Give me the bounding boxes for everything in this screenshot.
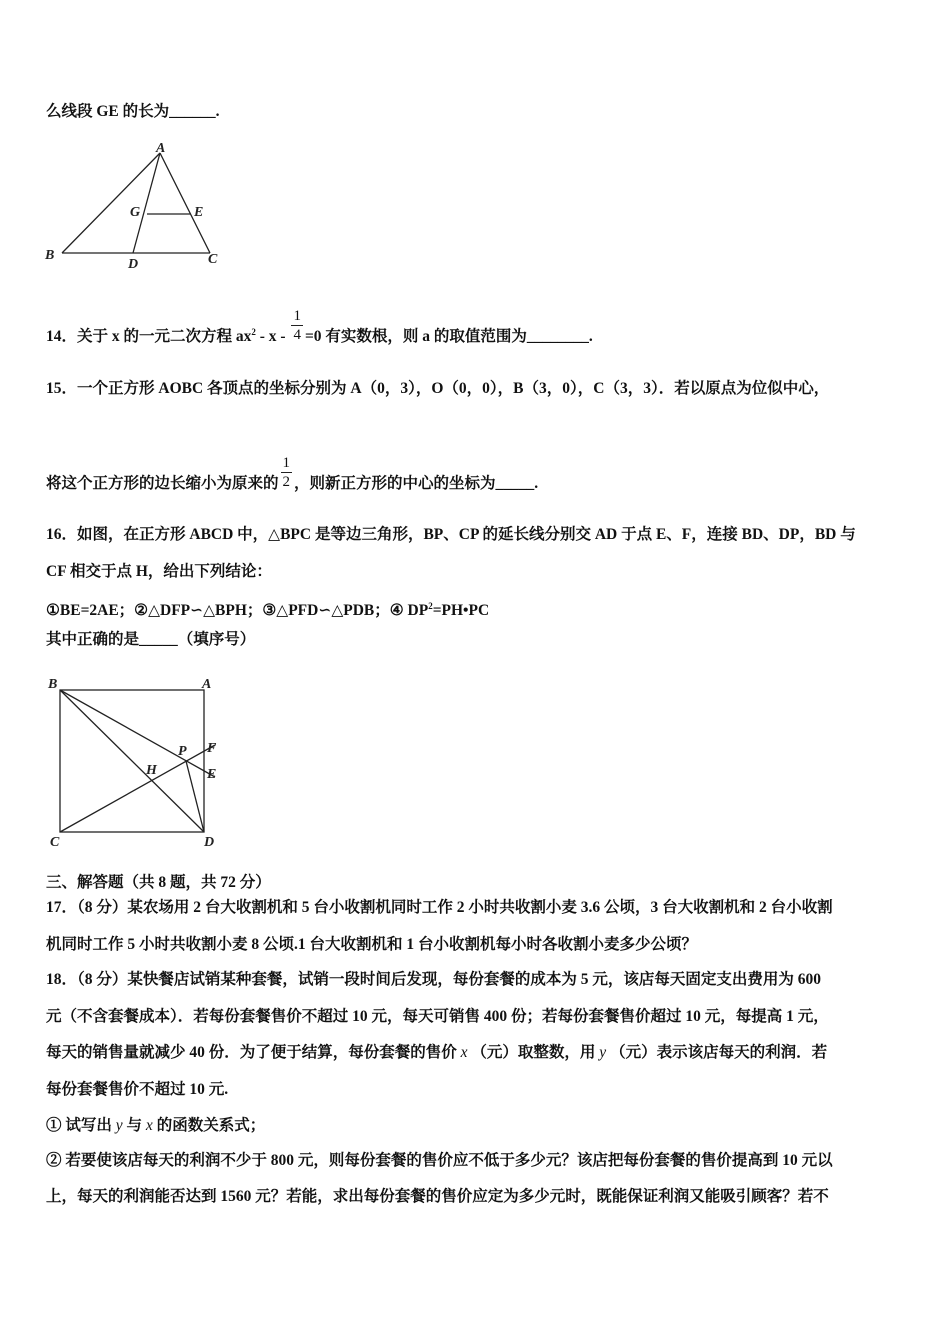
question-15-line1: 15．一个正方形 AOBC 各顶点的坐标分别为 A（0，3），O（0，0），B（3，0），C（3，3）．若以原点为位似中心， [46,380,830,397]
question-18-line1: 18．（8 分）某快餐店试销某种套餐，试销一段时间后发现，每份套餐的成本为 5 元，该店每天固定支出费用为 600 [46,971,822,988]
question-14: 14．关于 x 的一元二次方程 $ax^2$ - x - $\frac{1}{4}$ =0 有实数根，则 a 的取值范围为________. [46,308,593,346]
question-18-sub2-line1: ② 若要使该店每天的利润不少于 800 元，则每份套餐的售价应不低于多少元？该店把每份套餐的售价提高到 10 元以 [46,1152,833,1169]
q13-tail: 么线段 GE 的长为______. [46,103,220,120]
question-18-line2: 元（不含套餐成本）．若每份套餐售价不超过 10 元，每天可销售 400 份；若每份套餐售价超过 10 元，每提高 1 元， [46,1008,829,1025]
label-B: B [45,248,55,263]
section-heading: 三、解答题（共 8 题，共 72 分） [46,874,271,891]
label-A: A [156,141,166,156]
question-16-line4: 其中正确的是_____（填序号） [46,631,256,648]
question-17-line1: 17．（8 分）某农场用 2 台大收割机和 5 台小收割机同时工作 2 小时共收割小麦 3.6 公顷，3 台大收割机和 2 台小收割 [46,899,833,916]
label-D: D [128,257,139,272]
label-C: C [208,252,218,267]
question-18-sub1: ① 试写出 y 与 x 的函数关系式； [46,1117,266,1134]
label-E: E [207,767,217,782]
label-E: E [194,205,204,220]
question-17-line2: 机同时工作 5 小时共收割小麦 8 公顷.1 台大收割机和 1 台小收割机每小时各收割小麦多少公顷？ [46,936,698,953]
question-16-line3: ①BE=2AE；②△DFP∽△BPH；③△PFD∽△PDB；④ $DP^2=PH•PC$ [46,601,490,620]
label-H: H [146,763,157,778]
label-B: B [48,677,58,692]
label-P: P [178,744,187,759]
label-D: D [204,835,215,850]
label-G: G [130,205,141,220]
square-figure [0,660,240,860]
question-18-line3: 每天的销售量就减少 40 份．为了便于结算，每份套餐的售价 x （元）取整数，用 y （元）表示该店每天的利润．若 [46,1044,828,1061]
question-15-line2: 将这个正方形的边长缩小为原来的 $\frac{1}{2}$ ，则新正方形的中心的坐标为_____. [46,455,539,493]
label-A: A [202,677,212,692]
question-18-line4: 每份套餐售价不超过 10 元. [46,1081,229,1098]
label-F: F [207,741,217,756]
question-16-line1: 16．如图，在正方形 ABCD 中，△BPC 是等边三角形，BP、CP 的延长线分别交 AD 于点 E、F，连接 BD、DP，BD 与 [46,526,856,543]
question-18-sub2-line2: 上，每天的利润能否达到 1560 元？若能，求出每份套餐的售价应定为多少元时，既能保证利润又能吸引顾客？若不 [46,1188,829,1205]
label-C: C [50,835,60,850]
triangle-figure [0,0,260,280]
question-16-line2: CF 相交于点 H，给出下列结论： [46,563,272,580]
